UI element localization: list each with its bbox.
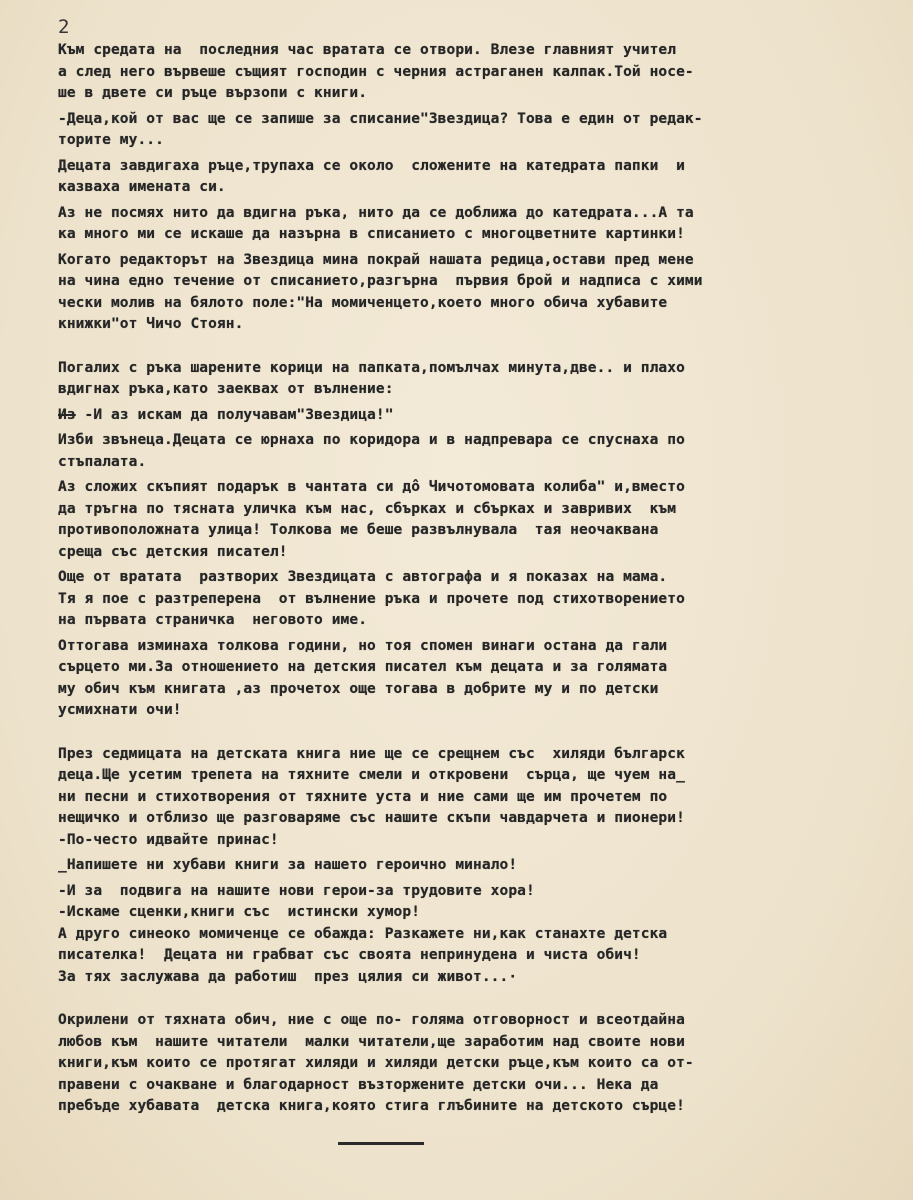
text-line: За тях заслужава да работиш през цялия си живот...· [58, 968, 518, 985]
text-line: стъпалата. [58, 453, 147, 470]
paragraph [58, 203, 905, 246]
paragraph [58, 477, 905, 563]
text-line: Аз сложих скъпият подарък в чантата си дô Чичотомовата колиба" и,вместо [58, 479, 685, 495]
text-line: Изби звънеца.Децата се юрнаха по коридора и в надпревара се спуснаха по [58, 432, 685, 448]
text-line: -Искаме сценки,книги със истински хумор! [58, 904, 421, 920]
text-line: да тръгна по тясната уличка към нас, сбърках и сбърках и завривих към [58, 500, 677, 517]
text-line: нещичко и отблизо ще разговаряме със нашите скъпи чавдарчета и пионери! [58, 810, 685, 826]
text-line: -Деца,кой от вас ще се запише за списание"Звездица? Това е един от редак- [58, 110, 703, 127]
text-line: А друго синеоко момиченце се обажда: Разкажете ни,как станахте детска [58, 925, 668, 942]
document-body [58, 40, 905, 1118]
text-line: Окрилени от тяхната обич, ние с още по- голяма отговорност и всеотдайна [58, 1012, 685, 1028]
paragraph [58, 156, 905, 199]
text-line: а след него вървеше същият господин с черния астраганен калпак.Той носе- [58, 63, 694, 80]
text-line: любов към нашите читатели малки читатели,ще заработим над своите нови [58, 1033, 685, 1050]
text-line: казваха имената си. [58, 179, 226, 195]
text-line: противоположната улица! Толкова ме беше развълнувала тая неочаквана [58, 522, 659, 538]
text-line: Децата завдигаха ръце,трупаха се около сложените на катедрата папки и [58, 157, 685, 174]
page-number: 2 [58, 16, 70, 38]
paragraph [58, 855, 905, 877]
struck-text: Из [58, 406, 76, 423]
paragraph [58, 250, 905, 336]
text-line: Оттогава изминаха толкова години, но тоя спомен винаги остана да гали [58, 637, 668, 654]
paragraph [58, 1010, 905, 1118]
text-line: пребъде хубавата детска книга,която стига глъбините на детското сърце! [58, 1098, 685, 1114]
text-line: Тя я пое с разтреперена от вълнение ръка и прочете под стихотворението [58, 590, 685, 607]
text-line: деца.Ще усетим трепета на тяхните смели и откровени сърца, ще чуем на_ [58, 767, 685, 783]
text-line: ше в двете си ръце вързопи с книги. [58, 85, 368, 101]
text-line: на чина едно течение от списанието,разгърна първия брой и надписа с хими [58, 273, 703, 289]
text-line: -И за подвига на нашите нови герои-за трудовите хора! [58, 882, 535, 899]
text-line: ка много ми се искаше да назърна в списанието с многоцветните картинки! [58, 226, 685, 242]
text-line: на първата страничка неговото име. [58, 612, 368, 628]
text-line: -По-често идвайте принас! [58, 831, 279, 848]
text-line: торите му... [58, 132, 164, 148]
text-line: му обич към книгата ,аз прочетох още тогава в добрите му и по детски [58, 680, 659, 697]
text-line: Аз не посмях нито да вдигна ръка, нито да се доближа до катедрата...А та [58, 204, 694, 221]
text-line: През седмицата на детската книга ние ще се срещнем със хиляди българск [58, 745, 685, 762]
text-line: правени с очакване и благодарност възторжените детски очи... Нека да [58, 1076, 659, 1093]
text-line: ни песни и стихотворения от тяхните уста и ние сами ще им прочетем по [58, 788, 668, 805]
paragraph [58, 636, 905, 722]
text-line: Погалих с ръка шарените корици на папката,помълчах минута,две.. и плахо [58, 359, 685, 376]
paragraph [58, 109, 905, 152]
paragraph [58, 567, 905, 632]
closing-rule [338, 1142, 424, 1145]
text-line: писателка! Децата ни грабват със своята непринудена и чиста обич! [58, 947, 641, 963]
text-line: среща със детския писател! [58, 543, 288, 560]
text-line: чески молив на бялото поле:"На момиченцето,което много обича хубавите [58, 294, 668, 311]
paragraph [58, 881, 905, 989]
text-line: книги,към които се протягат хиляди и хиляди детски ръце,към които са от- [58, 1055, 694, 1071]
text-line: Към средата на последния час вратата се отвори. Влезе главният учител [58, 42, 677, 58]
paragraph [58, 358, 905, 401]
text-line: вдигнах ръка,като заеквах от вълнение: [58, 381, 394, 397]
paragraph [58, 430, 905, 473]
text-line: сърцето ми.За отношението на детския писател към децата и за голямата [58, 659, 668, 675]
paragraph [58, 405, 905, 427]
text-line: усмихнати очи! [58, 702, 182, 718]
text-line: _Напишете ни хубави книги за нашето героично минало! [58, 857, 518, 873]
text-line: Още от вратата разтворих Звездицата с автографа и я показах на мама. [58, 569, 668, 585]
text-line: Когато редакторът на Звездица мина покрай нашата редица,остави пред мене [58, 251, 694, 268]
text-line: книжки"от Чичо Стоян. [58, 316, 244, 332]
paragraph [58, 744, 905, 852]
paragraph [58, 40, 905, 105]
text-line: Из -И аз искам да получавам"Звездица!" [58, 406, 394, 423]
